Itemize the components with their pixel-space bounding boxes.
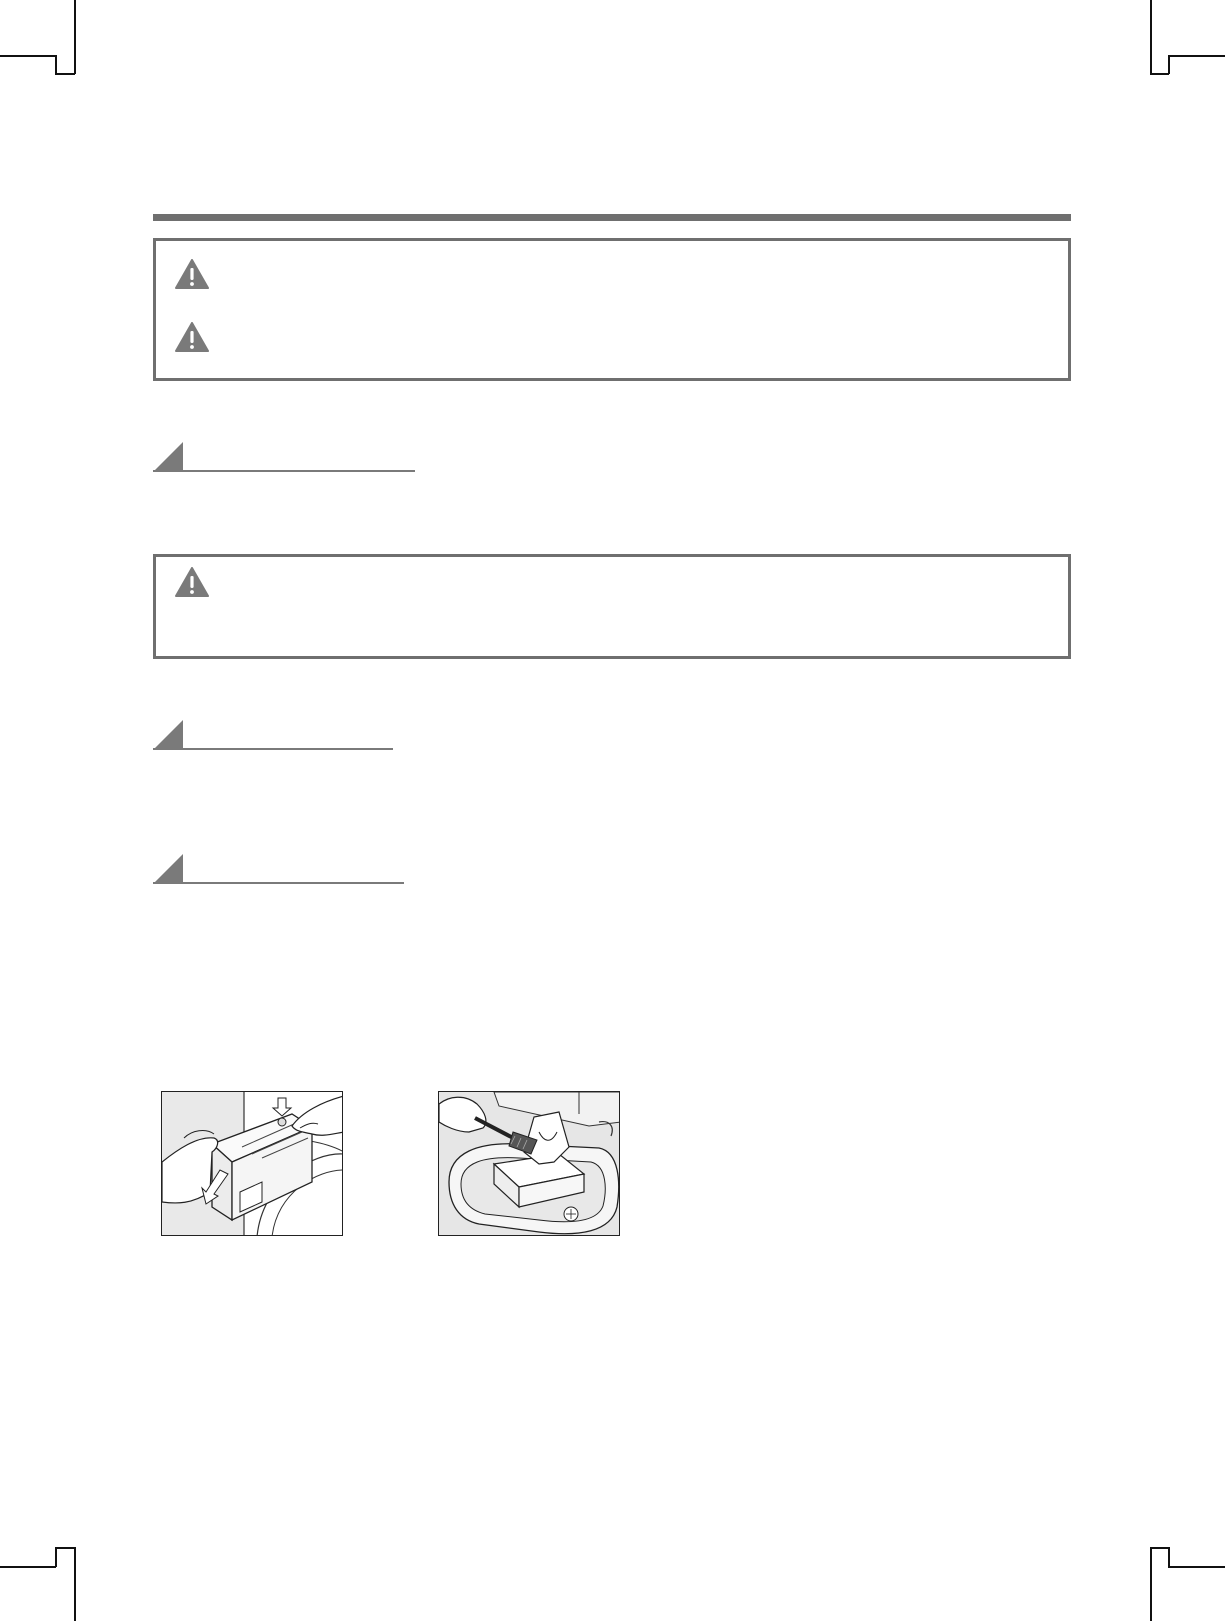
crop-mark (1150, 1547, 1169, 1549)
crop-mark (55, 1547, 57, 1567)
drawer-cleaning-illustration (438, 1091, 620, 1236)
section-header-1 (153, 440, 415, 472)
heading-rule (153, 214, 1071, 221)
warning-triangle-icon (175, 259, 209, 289)
warning-triangle-icon (175, 567, 209, 597)
crop-mark (0, 1566, 56, 1568)
crop-mark (1150, 1547, 1152, 1621)
section-header-3 (153, 852, 404, 884)
crop-mark (1168, 1566, 1225, 1568)
crop-mark (1168, 1547, 1170, 1567)
warning-box-top (153, 238, 1071, 381)
crop-mark (1150, 73, 1169, 75)
crop-mark (55, 55, 57, 74)
section-underline (153, 470, 415, 472)
crop-mark (74, 0, 76, 74)
section-marker (153, 442, 183, 472)
section-underline (153, 882, 404, 884)
crop-mark (1168, 55, 1170, 74)
section-marker (153, 720, 183, 750)
crop-mark (0, 55, 56, 57)
crop-mark (1168, 55, 1225, 57)
warning-triangle-icon (175, 322, 209, 352)
crop-mark (1150, 0, 1152, 74)
crop-mark (55, 73, 75, 75)
section-header-2 (153, 718, 393, 750)
section-marker (153, 854, 183, 884)
warning-box-middle (153, 554, 1071, 659)
crop-mark (55, 1547, 75, 1549)
crop-mark (74, 1547, 76, 1621)
drawer-removal-illustration (161, 1091, 343, 1236)
section-underline (153, 748, 393, 750)
